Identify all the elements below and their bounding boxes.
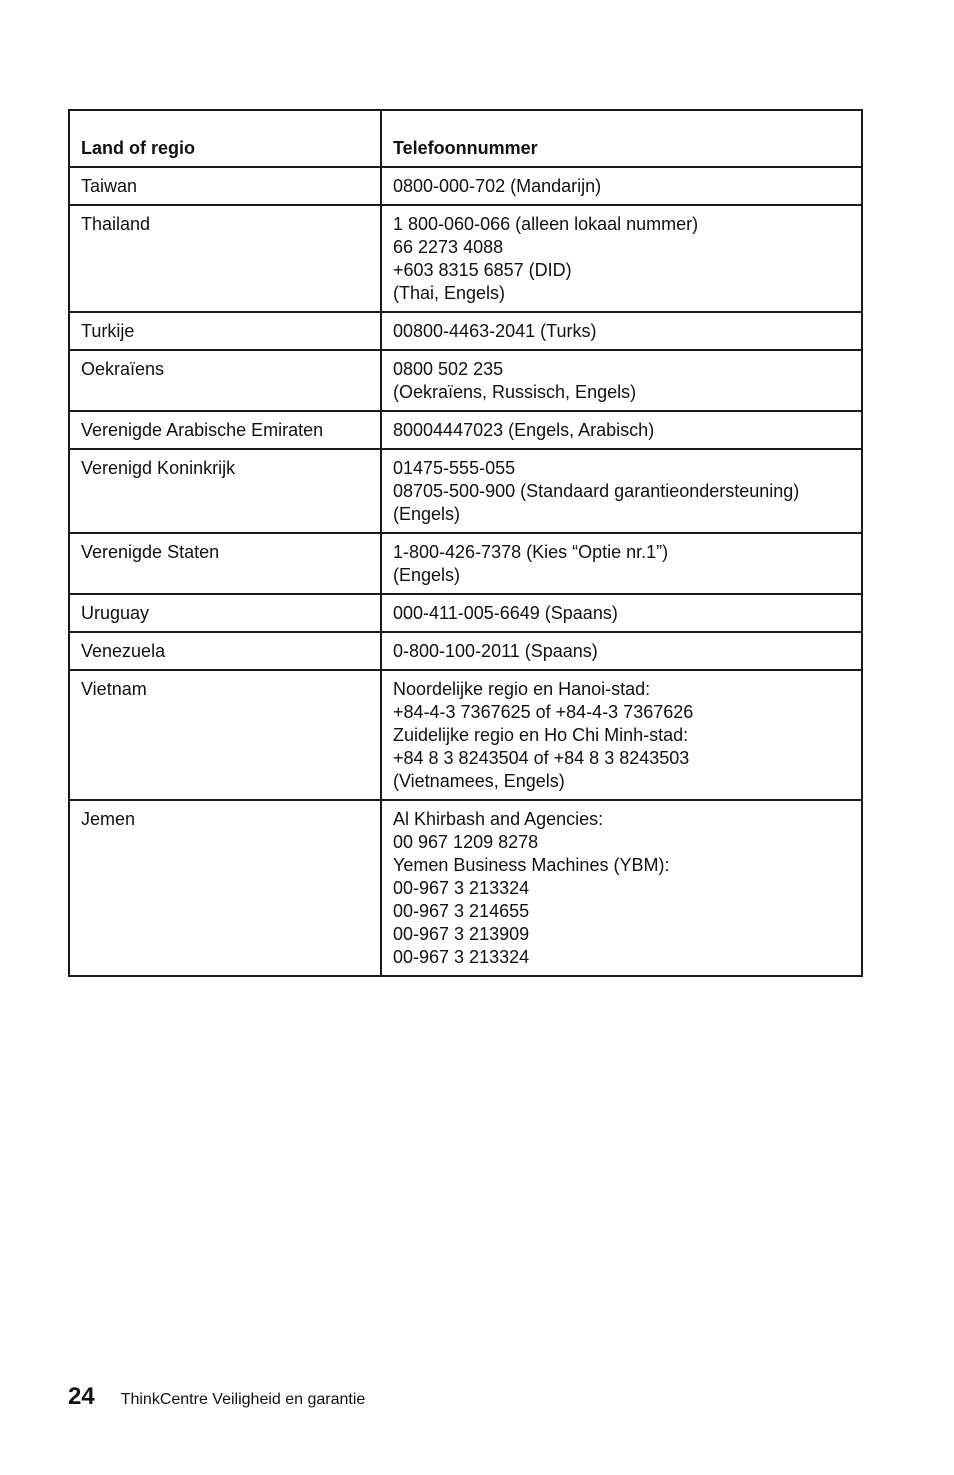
header-phone: Telefoonnummer [381,110,862,167]
phone-support-table [68,109,863,977]
phone-line: (Vietnamees, Engels) [393,771,565,791]
phone-line: 00 967 1209 8278 [393,832,539,852]
table-row [69,411,862,449]
phone-line: (Oekraïens, Russisch, Engels) [393,382,637,402]
country-cell: Oekraïens [69,350,381,411]
country-cell: Thailand [69,205,381,312]
phone-line: +603 8315 6857 (DID) [393,260,572,280]
country-cell: Taiwan [69,167,381,205]
table-row [69,670,862,800]
phone-line: (Engels) [393,504,461,524]
phone-cell [381,594,862,632]
page-footer [68,1383,365,1411]
table-row [69,632,862,670]
phone-cell [381,350,862,411]
phone-line: 0800 502 235 [393,359,504,379]
phone-cell [381,205,862,312]
phone-line: +84 8 3 8243504 of +84 8 3 8243503 [393,748,690,768]
phone-cell [381,632,862,670]
table-body [69,167,862,976]
phone-cell [381,800,862,976]
table-row [69,312,862,350]
table-row [69,533,862,594]
table-row [69,800,862,976]
phone-line: 00-967 3 213324 [393,878,530,898]
country-cell: Uruguay [69,594,381,632]
phone-line: 00-967 3 213324 [393,947,530,967]
table-row [69,167,862,205]
phone-cell [381,312,862,350]
country-cell: Verenigde Staten [69,533,381,594]
table-row [69,350,862,411]
phone-line: 1-800-426-7378 (Kies “Optie nr.1”) [393,542,669,562]
country-cell: Verenigde Arabische Emiraten [69,411,381,449]
country-cell: Turkije [69,312,381,350]
phone-line: 66 2273 4088 [393,237,504,257]
document-title: ThinkCentre Veiligheid en garantie [120,1391,366,1408]
phone-line: (Thai, Engels) [393,283,506,303]
phone-cell [381,449,862,533]
phone-cell [381,411,862,449]
table-row [69,449,862,533]
table-header-row [69,110,862,167]
country-cell: Jemen [69,800,381,976]
phone-line: Al Khirbash and Agencies: [393,809,604,829]
phone-line: Zuidelijke regio en Ho Chi Minh-stad: [393,725,689,745]
country-cell: Vietnam [69,670,381,800]
phone-line: 000-411-005-6649 (Spaans) [393,603,618,623]
phone-line: +84-4-3 7367625 of +84-4-3 7367626 [393,702,694,722]
header-country: Land of regio [69,110,381,167]
phone-line: Noordelijke regio en Hanoi-stad: [393,679,651,699]
phone-line: 0-800-100-2011 (Spaans) [393,641,598,661]
table-row [69,205,862,312]
table-row [69,594,862,632]
phone-line: 00-967 3 213909 [393,924,530,944]
phone-cell [381,167,862,205]
phone-line: 1 800-060-066 (alleen lokaal nummer) [393,214,699,234]
country-cell: Verenigd Koninkrijk [69,449,381,533]
page-number: 24 [68,1383,95,1410]
phone-line: 80004447023 (Engels, Arabisch) [393,420,655,440]
phone-line: Yemen Business Machines (YBM): [393,855,670,875]
phone-line: 01475-555-055 [393,458,516,478]
phone-line: (Engels) [393,565,461,585]
phone-line: 00-967 3 214655 [393,901,530,921]
phone-cell [381,533,862,594]
phone-line: 00800-4463-2041 (Turks) [393,321,597,341]
phone-line: 08705-500-900 (Standaard garantieondersteuning) [393,481,800,501]
country-cell: Venezuela [69,632,381,670]
phone-line: 0800-000-702 (Mandarijn) [393,176,602,196]
phone-cell [381,670,862,800]
